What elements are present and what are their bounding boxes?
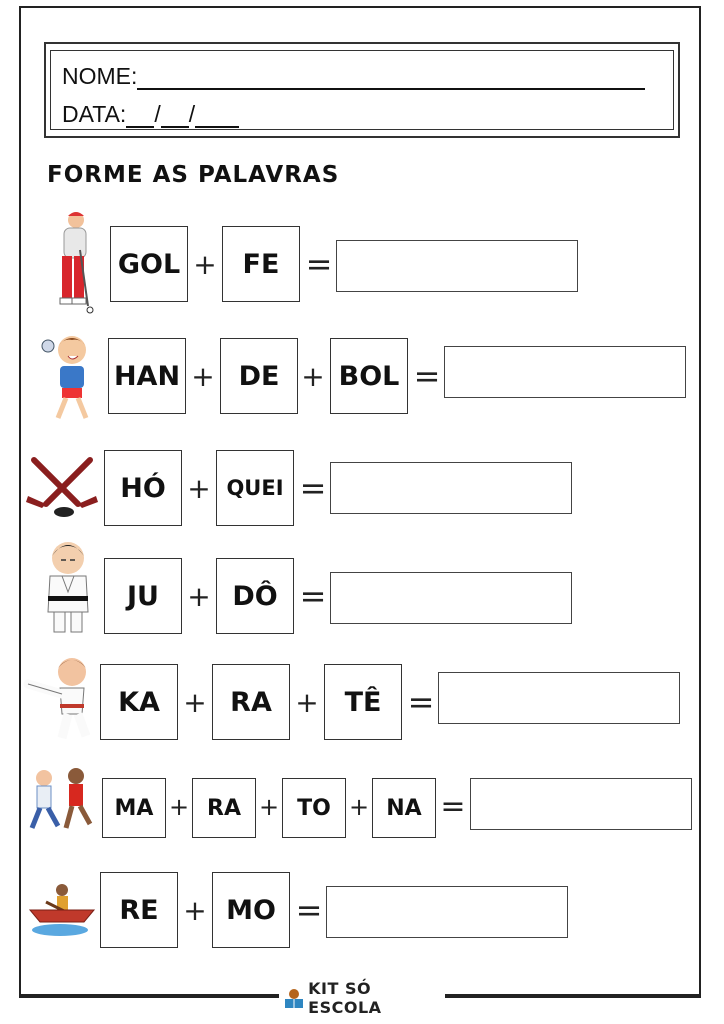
syllable-box: DE (220, 338, 298, 414)
equals-sign: = (413, 357, 441, 395)
name-line (62, 63, 645, 90)
syllable-box: MO (212, 872, 290, 948)
name-blank[interactable] (137, 68, 645, 90)
plus-sign: + (168, 793, 190, 821)
syllable-box: NA (372, 778, 436, 838)
syllable-box: RE (100, 872, 178, 948)
plus-sign: + (183, 685, 207, 719)
plus-sign: + (187, 579, 211, 613)
syllable-box: HÓ (104, 450, 182, 526)
equals-sign: = (305, 245, 333, 283)
plus-sign: + (295, 685, 319, 719)
answer-field[interactable] (444, 346, 686, 398)
golfer-icon (46, 210, 98, 318)
syllable-box: TÊ (324, 664, 402, 740)
equals-sign: = (295, 891, 323, 929)
syllable-box: GOL (110, 226, 188, 302)
plus-sign: + (348, 793, 370, 821)
date-line (62, 101, 239, 128)
syllable-box: QUEI (216, 450, 294, 526)
equals-sign: = (440, 788, 466, 824)
date-month-blank[interactable] (161, 106, 189, 128)
syllable-box: KA (100, 664, 178, 740)
equals-sign: = (407, 683, 435, 721)
section-title: FORME AS PALAVRAS (47, 162, 340, 188)
rowing-boat-icon (26, 880, 98, 938)
hockey-sticks-icon (24, 456, 102, 520)
answer-field[interactable] (470, 778, 692, 830)
syllable-box: RA (192, 778, 256, 838)
book-reader-icon (283, 987, 304, 1009)
karate-kid-icon (22, 654, 94, 740)
syllable-box: BOL (330, 338, 408, 414)
date-year-blank[interactable] (195, 106, 239, 128)
plus-sign: + (191, 359, 215, 393)
answer-field[interactable] (336, 240, 578, 292)
syllable-box: RA (212, 664, 290, 740)
runners-icon (24, 766, 98, 844)
syllable-box: HAN (108, 338, 186, 414)
plus-sign: + (183, 893, 207, 927)
syllable-box: TO (282, 778, 346, 838)
equals-sign: = (299, 577, 327, 615)
plus-sign: + (258, 793, 280, 821)
handball-player-icon (40, 332, 100, 422)
answer-field[interactable] (330, 572, 572, 624)
syllable-box: MA (102, 778, 166, 838)
date-day-blank[interactable] (126, 106, 154, 128)
plus-sign: + (193, 247, 217, 281)
date-separator: / (188, 101, 196, 127)
syllable-box: JU (104, 558, 182, 634)
date-separator: / (154, 101, 161, 127)
answer-field[interactable] (326, 886, 568, 938)
footer-brand: KIT SÓ ESCOLA (308, 979, 382, 1017)
plus-sign: + (301, 359, 325, 393)
syllable-box: DÔ (216, 558, 294, 634)
date-label: DATA: (62, 101, 127, 127)
plus-sign: + (187, 471, 211, 505)
syllable-box: FE (222, 226, 300, 302)
answer-field[interactable] (330, 462, 572, 514)
footer-logo (279, 979, 445, 1017)
answer-field[interactable] (438, 672, 680, 724)
name-label: NOME: (62, 63, 138, 89)
judo-boy-icon (42, 538, 94, 638)
equals-sign: = (299, 469, 327, 507)
